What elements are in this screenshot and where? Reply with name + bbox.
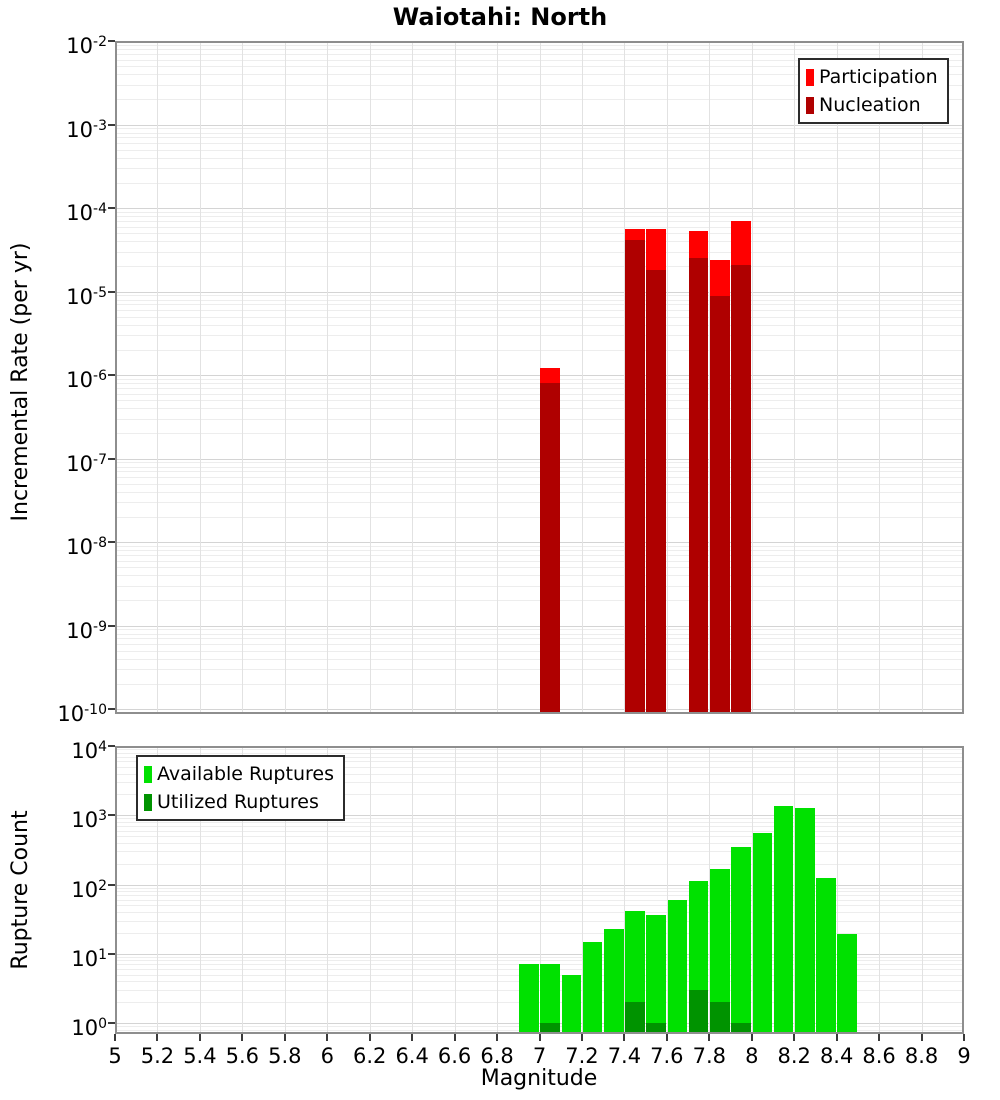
gridline-vertical	[455, 746, 456, 1034]
bar-nucleation	[646, 270, 666, 714]
y-tick-label: $10^{-6}$	[66, 368, 107, 392]
x-tick-label: 8.8	[904, 1044, 939, 1068]
y-tick-mark	[108, 745, 115, 747]
bar-available-ruptures	[646, 915, 666, 1034]
x-tick-mark	[581, 1034, 583, 1041]
bar-available-ruptures	[795, 808, 815, 1034]
x-tick-mark	[241, 1034, 243, 1041]
utilized-ruptures-swatch	[144, 794, 152, 811]
y-tick-label: $10^{-10}$	[57, 702, 107, 726]
gridline-vertical	[922, 746, 923, 1034]
bar-available-ruptures	[519, 964, 539, 1034]
bar-nucleation	[731, 265, 751, 714]
available-ruptures-swatch	[144, 766, 152, 783]
legend-label-participation: Participation	[819, 66, 938, 88]
y-tick-label: $10^2$	[71, 877, 107, 902]
x-tick-mark	[369, 1034, 371, 1041]
y-tick-label: $10^{-4}$	[66, 201, 107, 225]
rate-legend	[798, 58, 949, 124]
bar-available-ruptures	[583, 942, 603, 1034]
gridline-vertical	[370, 41, 371, 714]
y-tick-mark	[108, 814, 115, 816]
gridline-vertical	[879, 41, 880, 714]
gridline-vertical	[497, 41, 498, 714]
bar-utilized-ruptures	[731, 1023, 751, 1034]
y-tick-label: $10^{-7}$	[66, 451, 107, 476]
x-tick-label: 7	[532, 1044, 547, 1068]
x-tick-label: 7.4	[607, 1044, 642, 1068]
bar-available-ruptures	[837, 934, 857, 1034]
participation-swatch	[806, 69, 814, 86]
bar-utilized-ruptures	[540, 1023, 560, 1034]
bottom-y-axis-label: Rupture Count	[8, 810, 33, 970]
bar-utilized-ruptures	[710, 1002, 730, 1034]
x-tick-label: 7.6	[650, 1044, 684, 1068]
gridline-vertical	[412, 41, 413, 714]
gridline-vertical	[157, 41, 158, 714]
y-tick-label: $10^{-2}$	[66, 34, 107, 58]
x-tick-label: 6	[320, 1044, 334, 1068]
x-tick-label: 8	[745, 1044, 759, 1068]
legend-label-utilized: Utilized Ruptures	[157, 791, 319, 813]
bar-nucleation	[540, 383, 560, 714]
bar-available-ruptures	[604, 929, 624, 1034]
x-tick-mark	[921, 1034, 923, 1041]
y-tick-mark	[108, 1022, 115, 1024]
x-tick-label: 6.6	[437, 1044, 472, 1068]
y-tick-label: $10^{-3}$	[66, 117, 107, 142]
x-tick-mark	[878, 1034, 880, 1041]
x-tick-mark	[199, 1034, 201, 1041]
bar-utilized-ruptures	[625, 1002, 645, 1034]
nucleation-swatch	[806, 97, 814, 114]
x-tick-label: 5	[108, 1044, 122, 1068]
bar-available-ruptures	[731, 847, 751, 1034]
x-tick-mark	[708, 1034, 710, 1041]
y-tick-label: $10^{-8}$	[66, 535, 107, 559]
count-legend	[136, 755, 345, 821]
y-tick-mark	[108, 458, 115, 460]
gridline-vertical	[667, 41, 668, 714]
x-tick-label: 5.6	[225, 1044, 260, 1068]
x-tick-label: 8.2	[777, 1044, 811, 1068]
bar-nucleation	[689, 258, 709, 714]
legend-item-available	[144, 760, 334, 788]
gridline-vertical	[879, 746, 880, 1034]
legend-label-available: Available Ruptures	[157, 763, 334, 785]
rate-plot	[115, 41, 964, 714]
legend-item-participation	[806, 63, 938, 91]
legend-item-utilized	[144, 788, 334, 816]
legend-label-nucleation: Nucleation	[819, 94, 921, 116]
x-tick-label: 9	[957, 1044, 971, 1068]
bar-available-ruptures	[753, 833, 773, 1034]
x-tick-label: 5.8	[268, 1044, 302, 1068]
y-tick-mark	[108, 291, 115, 293]
gridline-vertical	[370, 746, 371, 1034]
legend-item-nucleation	[806, 91, 938, 119]
y-tick-label: $10^{-5}$	[66, 284, 107, 309]
x-tick-mark	[454, 1034, 456, 1041]
bar-nucleation	[625, 240, 645, 714]
gridline-vertical	[285, 41, 286, 714]
x-tick-label: 7.8	[692, 1044, 726, 1068]
x-tick-mark	[963, 1034, 965, 1041]
bar-available-ruptures	[562, 975, 582, 1034]
x-tick-mark	[793, 1034, 795, 1041]
gridline-vertical	[455, 41, 456, 714]
bar-nucleation	[710, 296, 730, 714]
bar-available-ruptures	[668, 900, 688, 1034]
y-tick-mark	[108, 541, 115, 543]
bar-utilized-ruptures	[646, 1023, 666, 1034]
x-tick-mark	[623, 1034, 625, 1041]
y-tick-mark	[108, 124, 115, 126]
x-tick-label: 5.4	[183, 1044, 217, 1068]
y-tick-mark	[108, 708, 115, 710]
gridline-vertical	[837, 41, 838, 714]
bar-utilized-ruptures	[689, 990, 709, 1034]
gridline-vertical	[497, 746, 498, 1034]
bar-available-ruptures	[774, 806, 794, 1034]
x-tick-label: 6.2	[352, 1044, 387, 1068]
x-tick-label: 6.8	[480, 1044, 514, 1068]
y-tick-label: $10^4$	[71, 739, 107, 763]
y-tick-label: $10^3$	[71, 808, 107, 833]
y-tick-label: $10^1$	[71, 946, 107, 971]
x-tick-mark	[284, 1034, 286, 1041]
y-tick-mark	[108, 625, 115, 627]
gridline-vertical	[794, 41, 795, 714]
y-tick-label: $10^0$	[71, 1016, 107, 1040]
x-axis-label: Magnitude	[480, 1066, 598, 1091]
y-tick-mark	[108, 374, 115, 376]
x-tick-label: 8.6	[862, 1044, 896, 1068]
x-tick-mark	[666, 1034, 668, 1041]
gridline-vertical	[412, 746, 413, 1034]
bar-available-ruptures	[816, 878, 836, 1034]
y-tick-mark	[108, 953, 115, 955]
x-tick-mark	[751, 1034, 753, 1041]
x-tick-label: 8.4	[819, 1044, 854, 1068]
x-tick-mark	[539, 1034, 541, 1041]
top-y-axis-label: Incremental Rate (per yr)	[8, 242, 33, 522]
x-tick-label: 5.2	[140, 1044, 175, 1068]
gridline-vertical	[200, 41, 201, 714]
chart-title: Waiotahi: North	[392, 3, 608, 31]
x-tick-mark	[156, 1034, 158, 1041]
x-tick-mark	[496, 1034, 498, 1041]
y-tick-mark	[108, 40, 115, 42]
x-tick-mark	[114, 1034, 116, 1041]
gridline-vertical	[242, 41, 243, 714]
x-tick-mark	[326, 1034, 328, 1041]
x-tick-mark	[836, 1034, 838, 1041]
gridline-vertical	[327, 41, 328, 714]
y-tick-mark	[108, 884, 115, 886]
gridline-vertical	[752, 41, 753, 714]
y-tick-mark	[108, 207, 115, 209]
gridline-vertical	[582, 41, 583, 714]
y-tick-label: $10^{-9}$	[66, 618, 107, 643]
x-tick-label: 7.2	[565, 1044, 599, 1068]
x-tick-label: 6.4	[395, 1044, 429, 1068]
gridline-vertical	[922, 41, 923, 714]
x-tick-mark	[411, 1034, 413, 1041]
